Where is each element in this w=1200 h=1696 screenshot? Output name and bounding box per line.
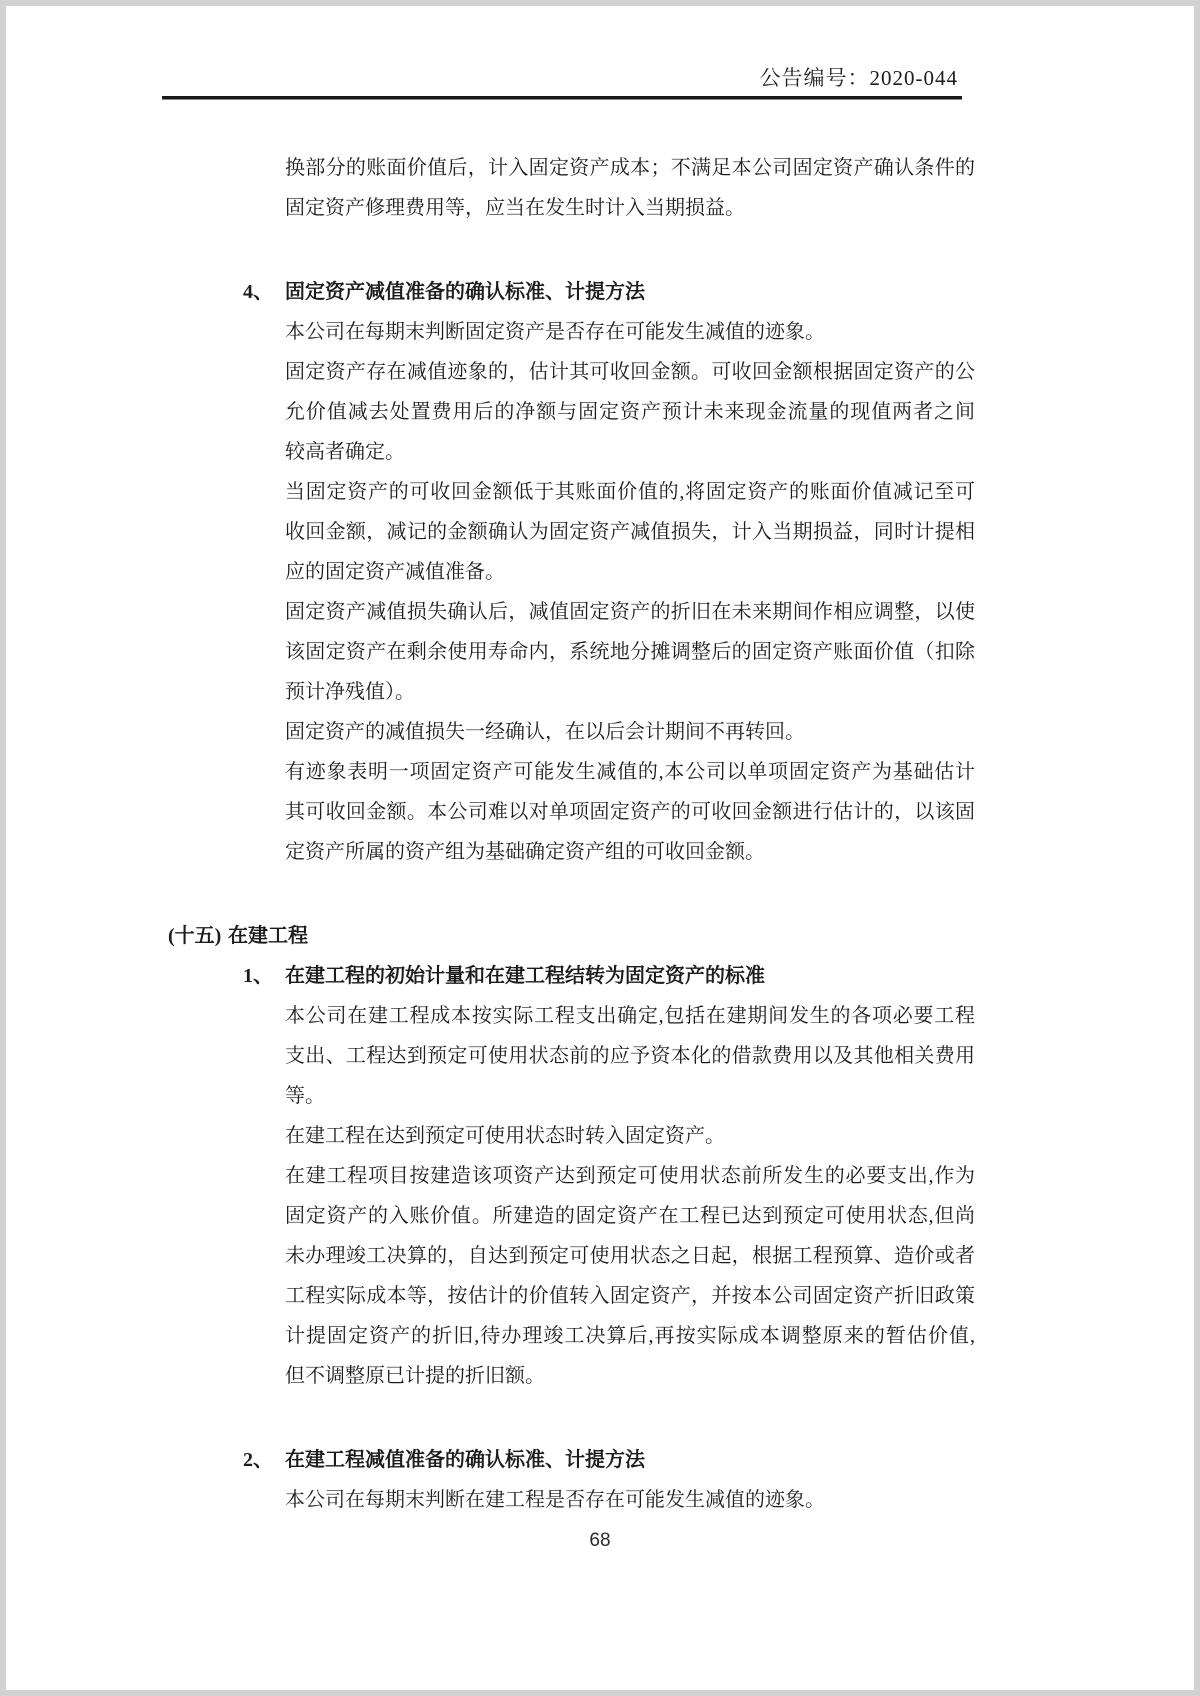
paragraph	[285, 148, 975, 228]
paragraph	[285, 352, 975, 472]
text-line: 其可收回金额。本公司难以对单项固定资产的可收回金额进行估计的，以该固	[285, 801, 975, 823]
paragraph	[285, 1116, 975, 1156]
subsection-heading	[243, 956, 975, 996]
paragraph-gap	[285, 872, 975, 916]
text-line: 在建工程在达到预定可使用状态时转入固定资产。	[285, 1125, 725, 1147]
text-line: 本公司在每期末判断在建工程是否存在可能发生减值的迹象。	[285, 1489, 825, 1511]
text-line: 但不调整原已计提的折旧额。	[285, 1365, 545, 1387]
text-line: 应的固定资产减值准备。	[285, 561, 505, 583]
heading-text: 在建工程	[228, 925, 308, 947]
heading-text: 固定资产减值准备的确认标准、计提方法	[285, 281, 645, 303]
heading-number: 1、	[243, 965, 273, 987]
paragraph	[285, 312, 975, 352]
text-line: 在建工程项目按建造该项资产达到预定可使用状态前所发生的必要支出,作为	[285, 1165, 975, 1187]
text-line: 固定资产修理费用等，应当在发生时计入当期损益。	[285, 197, 745, 219]
heading-number: 4、	[243, 281, 273, 303]
text-line: 较高者确定。	[285, 441, 405, 463]
text-line: 允价值减去处置费用后的净额与固定资产预计未来现金流量的现值两者之间	[285, 401, 975, 423]
text-line: 该固定资产在剩余使用寿命内，系统地分摊调整后的固定资产账面价值（扣除	[285, 641, 975, 663]
heading-text: 在建工程的初始计量和在建工程结转为固定资产的标准	[285, 965, 765, 987]
text-line: 当固定资产的可收回金额低于其账面价值的,将固定资产的账面价值减记至可	[285, 481, 975, 503]
subsection-heading	[243, 1440, 975, 1480]
text-line: 本公司在建工程成本按实际工程支出确定,包括在建期间发生的各项必要工程	[285, 1005, 975, 1027]
paragraph	[285, 1480, 975, 1520]
section-heading	[168, 916, 975, 956]
heading-number: 2、	[243, 1449, 273, 1471]
paragraph	[285, 1156, 975, 1396]
paragraph	[285, 996, 975, 1116]
text-line: 工程实际成本等，按估计的价值转入固定资产，并按本公司固定资产折旧政策	[285, 1285, 975, 1307]
paragraph	[285, 592, 975, 712]
text-line: 换部分的账面价值后，计入固定资产成本；不满足本公司固定资产确认条件的	[285, 157, 975, 179]
document-body	[168, 148, 975, 1520]
text-line: 未办理竣工决算的，自达到预定可使用状态之日起，根据工程预算、造价或者	[285, 1245, 975, 1267]
text-line: 定资产所属的资产组为基础确定资产组的可收回金额。	[285, 841, 765, 863]
paragraph	[285, 752, 975, 872]
text-line: 等。	[285, 1085, 325, 1107]
text-line: 本公司在每期末判断固定资产是否存在可能发生减值的迹象。	[285, 321, 825, 343]
paragraph	[285, 712, 975, 752]
paragraph-gap	[285, 1396, 975, 1440]
paragraph-gap	[285, 228, 975, 272]
text-line: 固定资产的入账价值。所建造的固定资产在工程已达到预定可使用状态,但尚	[285, 1205, 975, 1227]
header-rule	[162, 96, 962, 100]
text-line: 固定资产减值损失确认后，减值固定资产的折旧在未来期间作相应调整，以使	[285, 601, 975, 623]
text-line: 支出、工程达到预定可使用状态前的应予资本化的借款费用以及其他相关费用	[285, 1045, 975, 1067]
heading-number: (十五)	[168, 925, 222, 947]
text-line: 收回金额，减记的金额确认为固定资产减值损失，计入当期损益，同时计提相	[285, 521, 975, 543]
heading-text: 在建工程减值准备的确认标准、计提方法	[285, 1449, 645, 1471]
announcement-number: 公告编号：2020-044	[759, 66, 958, 90]
page-footer	[6, 1530, 1194, 1552]
text-line: 预计净残值）。	[285, 681, 415, 703]
text-line: 有迹象表明一项固定资产可能发生减值的,本公司以单项固定资产为基础估计	[285, 761, 975, 783]
page-number: 68	[589, 1530, 611, 1551]
text-line: 固定资产的减值损失一经确认，在以后会计期间不再转回。	[285, 721, 805, 743]
paragraph	[285, 472, 975, 592]
subsection-heading	[243, 272, 975, 312]
text-line: 计提固定资产的折旧,待办理竣工决算后,再按实际成本调整原来的暂估价值,	[285, 1325, 975, 1347]
text-line: 固定资产存在减值迹象的，估计其可收回金额。可收回金额根据固定资产的公	[285, 361, 975, 383]
